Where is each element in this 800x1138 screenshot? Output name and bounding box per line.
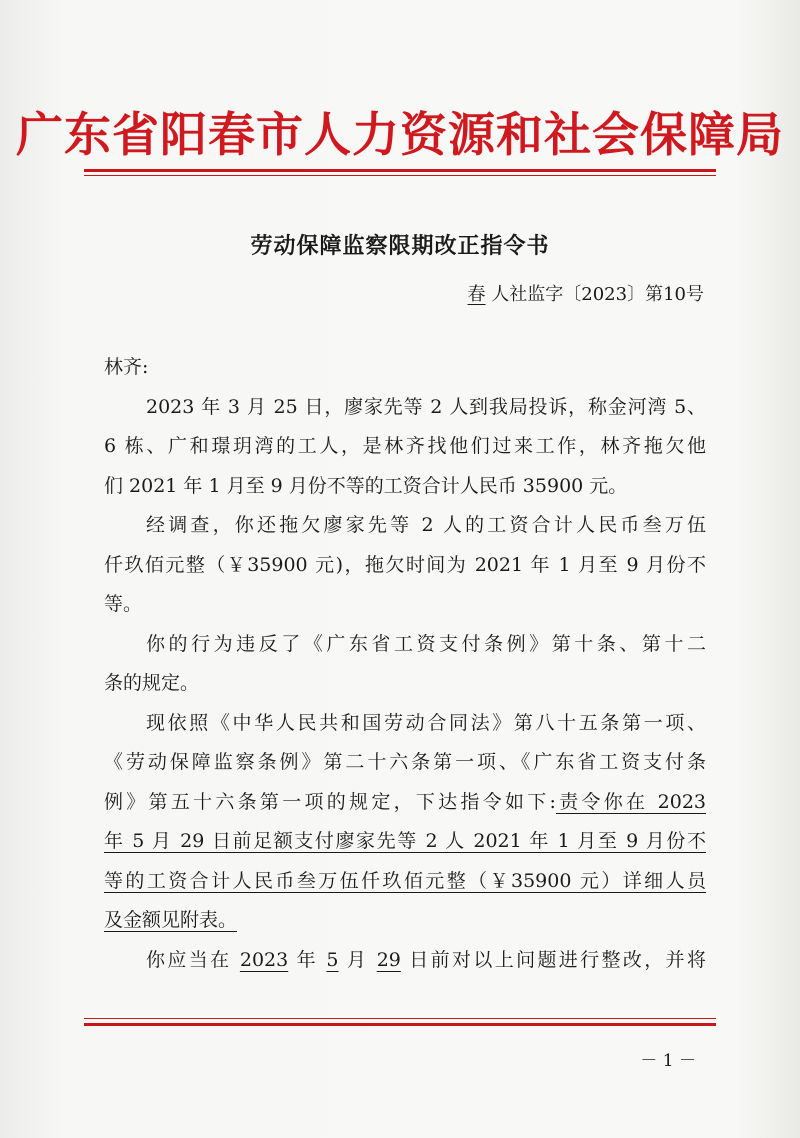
order-text-underlined-start: 责令你在 2023 (555, 790, 706, 813)
order-text-underlined-end: 及金额见附表。 (104, 909, 238, 931)
deadline-text-3: 月 (346, 948, 369, 971)
paragraph-4-line-2: 《劳动保障监察条例》第二十六条第一项、《广东省工资支付条 (104, 751, 706, 773)
document-number (468, 280, 704, 306)
paragraph-2-line-1: 经调查，你还拖欠廖家先等 2 人的工资合计人民币叁万伍 (146, 514, 706, 536)
deadline-year: 2023 (239, 948, 289, 971)
issuing-authority-title: 广东省阳春市人力资源和社会保障局 (16, 108, 784, 163)
document-body (104, 348, 706, 980)
deadline-day: 29 (376, 948, 401, 971)
paragraph-4-line-3 (104, 783, 706, 823)
paragraph-1-line-1: 2023 年 3 月 25 日，廖家先等 2 人到我局投诉，称金河湾 5、 (146, 395, 706, 418)
order-text-underlined-line-4 (104, 901, 706, 941)
document-number-rest: 人社监字〔2023〕第10号 (491, 284, 704, 305)
paragraph-5-line-1 (104, 941, 706, 981)
paragraph-4-line-3-plain: 例》第五十六条第一项的规定，下达指令如下: (104, 790, 556, 813)
deadline-month: 5 (326, 948, 339, 971)
paragraph-3-line-2: 条的规定。 (104, 672, 200, 694)
paragraph-1-line-3: 们 2021 年 1 月至 9 月份不等的工资合计人民币 35900 元。 (104, 474, 628, 497)
paragraph-3-line-1: 你的行为违反了《广东省工资支付条例》第十条、第十二 (146, 632, 706, 655)
deadline-text-2: 年 (296, 948, 318, 971)
footer-red-rule-thick (84, 1023, 716, 1026)
document-number-prefix: 春 (467, 284, 486, 305)
footer-red-rule-thin (84, 1018, 716, 1019)
paragraph-2-line-2: 仟玖佰元整（￥35900 元)，拖欠时间为 2021 年 1 月至 9 月份不 (104, 553, 706, 576)
paragraph-4-line-1: 现依照《中华人民共和国劳动合同法》第八十五条第一项、 (146, 711, 706, 734)
deadline-text-4: 日前对以上问题进行整改，并将 (409, 948, 706, 971)
page-number: － 1 － (640, 1051, 696, 1071)
order-text-underlined-line-2: 年 5 月 29 日前足额支付廖家先等 2 人 2021 年 1 月至 9 月份不 (104, 830, 706, 852)
paragraph-2-line-3: 等。 (104, 593, 143, 615)
order-text-underlined-line-3: 等的工资合计人民币叁万伍仟玖佰元整（￥35900 元）详细人员 (104, 869, 706, 892)
addressee: 林齐: (104, 356, 149, 378)
document-title: 劳动保障监察限期改正指令书 (250, 233, 550, 259)
paragraph-1-line-2: 6 栋、广和璟玥湾的工人，是林齐找他们过来工作，林齐拖欠他 (104, 435, 706, 457)
deadline-text-1: 你应当在 (146, 948, 232, 971)
header-red-rule-thin (84, 175, 716, 176)
header-red-rule-thick (84, 169, 716, 172)
